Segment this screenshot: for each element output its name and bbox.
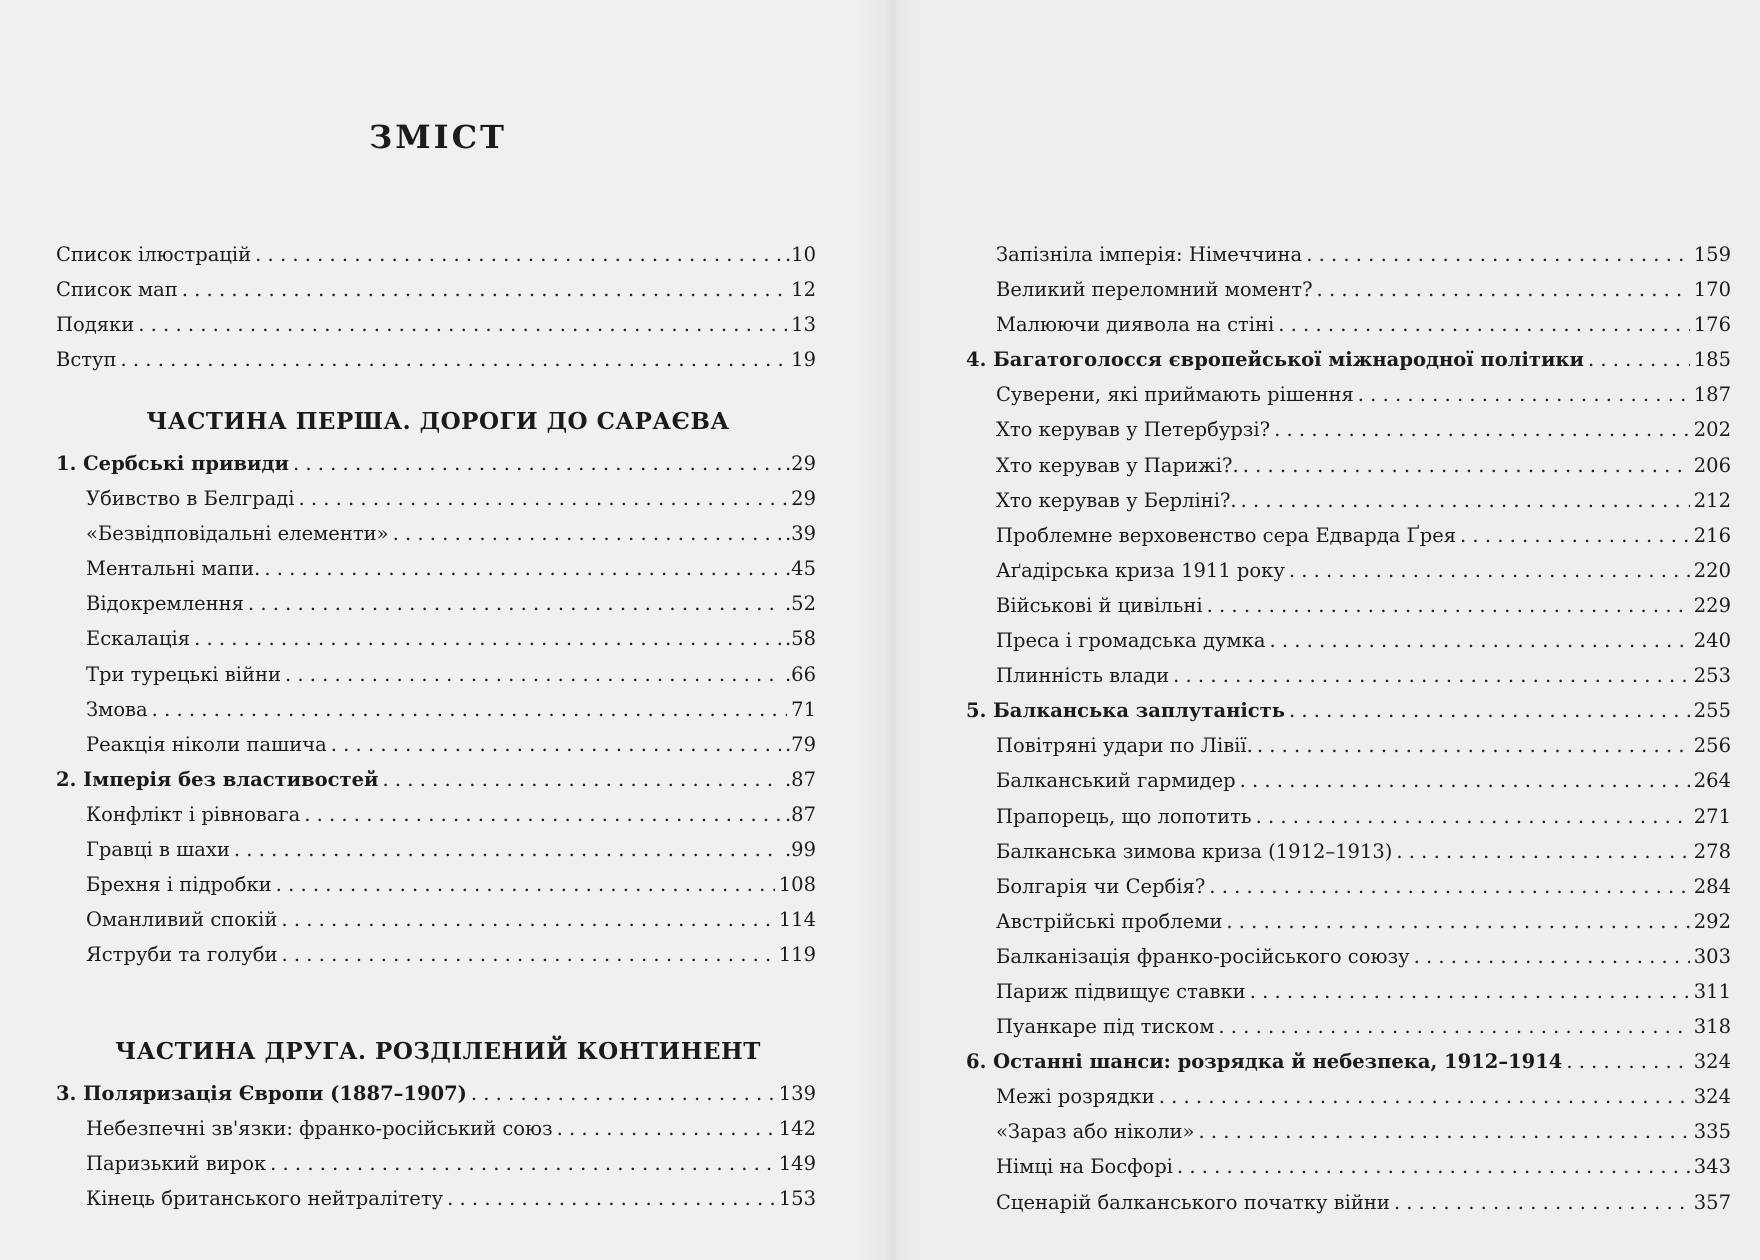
dot-leader <box>255 237 781 272</box>
toc-page-number: 240 <box>1693 629 1731 653</box>
toc-page-number: 229 <box>1693 593 1731 617</box>
toc-entry-label: Три турецькі війни <box>86 662 281 686</box>
part-one-title: ЧАСТИНА ПЕРША. ДОРОГИ ДО САРАЄВА <box>146 408 730 435</box>
toc-entry-label: Список ілюстрацій <box>56 243 252 266</box>
toc-entry[interactable] <box>56 692 816 727</box>
toc-entry[interactable] <box>966 658 1731 693</box>
toc-entry-label: Великий переломний момент? <box>996 278 1313 302</box>
toc-entry-label: Австрійські проблеми <box>996 909 1223 933</box>
toc-entry[interactable] <box>966 307 1731 342</box>
dot-leader <box>1240 763 1690 798</box>
toc-page-number: .99 <box>784 838 816 862</box>
toc-entry[interactable] <box>56 937 816 972</box>
toc-page-number: .52 <box>784 592 816 616</box>
part-two-list <box>56 1076 816 1216</box>
toc-entry-label: Реакція ніколи пашича <box>86 732 327 756</box>
toc-page-number: 114 <box>778 908 816 932</box>
toc-entry-label: Балканська зимова криза (1912–1913) <box>996 839 1393 863</box>
toc-page-number: 202 <box>1693 418 1731 442</box>
dot-leader <box>1207 588 1690 623</box>
toc-entry[interactable] <box>56 727 816 762</box>
toc-entry[interactable] <box>966 237 1731 272</box>
toc-entry[interactable] <box>966 974 1731 1009</box>
dot-leader <box>304 797 781 832</box>
toc-entry-label: Балканізація франко-російського союзу <box>996 944 1410 968</box>
toc-entry[interactable] <box>966 518 1731 553</box>
toc-page-number: .87 <box>784 767 816 791</box>
toc-entry[interactable] <box>966 728 1731 763</box>
dot-leader <box>1250 974 1690 1009</box>
toc-page-number: 278 <box>1693 839 1731 863</box>
dot-leader <box>1289 693 1690 728</box>
dot-leader <box>264 551 781 586</box>
toc-page-number: 284 <box>1693 874 1731 898</box>
toc-entry[interactable] <box>56 1111 816 1146</box>
front-matter-list <box>56 237 816 377</box>
dot-leader <box>1394 1185 1690 1220</box>
dot-leader <box>293 446 781 481</box>
toc-page-number: 185 <box>1693 348 1731 372</box>
toc-page-number: 206 <box>1693 453 1731 477</box>
toc-entry-label: Преса і громадська думка <box>996 629 1266 653</box>
toc-entry[interactable] <box>56 902 816 937</box>
dot-leader <box>1289 553 1690 588</box>
toc-entry-label: Яструби та голуби <box>86 943 278 967</box>
dot-leader <box>1243 448 1690 483</box>
dot-leader <box>393 516 781 551</box>
toc-entry-label: 3. Поляризація Європи (1887–1907) <box>56 1082 467 1105</box>
toc-entry-label: Аґадірська криза 1911 року <box>996 558 1285 582</box>
dot-leader <box>282 937 775 972</box>
dot-leader <box>557 1111 775 1146</box>
dot-leader <box>1414 939 1690 974</box>
toc-entry[interactable] <box>966 377 1731 412</box>
toc-entry[interactable] <box>56 1146 816 1181</box>
toc-page-number: .87 <box>784 802 816 826</box>
toc-chapter-entry[interactable] <box>56 762 816 797</box>
dot-leader <box>383 762 781 797</box>
toc-page-number: 170 <box>1693 278 1731 302</box>
toc-page-number: 311 <box>1693 979 1731 1003</box>
toc-chapter-entry[interactable] <box>966 1044 1731 1079</box>
toc-entry-label: Військові й цивільні <box>996 593 1203 617</box>
toc-entry-label: Межі розрядки <box>996 1085 1155 1109</box>
toc-page-number: 255 <box>1693 699 1731 723</box>
toc-entry-label: Хто керував у Петербурзі? <box>996 418 1271 442</box>
toc-entry[interactable] <box>966 834 1731 869</box>
toc-page-number: 271 <box>1693 804 1731 828</box>
dot-leader <box>121 342 788 377</box>
toc-page-number: 108 <box>778 873 816 897</box>
toc-entry-label: Змова <box>86 697 148 721</box>
right-page-list <box>966 237 1731 1220</box>
toc-entry-label: Подяки <box>56 313 135 337</box>
toc-page-number: 187 <box>1693 383 1731 407</box>
toc-entry-label: Небезпечні зв'язки: франко-російський союз <box>86 1117 553 1141</box>
dot-leader <box>182 272 787 307</box>
toc-entry[interactable] <box>966 799 1731 834</box>
toc-entry[interactable] <box>56 657 816 692</box>
toc-page-number: 142 <box>778 1117 816 1141</box>
toc-page-number: 13 <box>791 313 816 337</box>
toc-entry-label: Проблемне верховенство сера Едварда Ґрея <box>996 523 1457 547</box>
dot-leader <box>1226 904 1689 939</box>
toc-page-number: 12 <box>791 278 816 302</box>
toc-entry-label: 6. Останні шанси: розрядка й небезпека, 1912–1914 <box>966 1050 1563 1074</box>
toc-page-number: 318 <box>1693 1015 1731 1039</box>
dot-leader <box>285 657 781 692</box>
toc-entry-label: Паризький вирок <box>86 1152 267 1176</box>
toc-entry[interactable] <box>966 1009 1731 1044</box>
toc-page-number: 343 <box>1693 1155 1731 1179</box>
toc-page-number: 149 <box>778 1152 816 1176</box>
dot-leader <box>1566 1044 1689 1079</box>
toc-page-number: .39 <box>784 522 816 546</box>
toc-page-number: 292 <box>1693 909 1731 933</box>
toc-entry[interactable] <box>56 237 816 272</box>
toc-entry-label: Париж підвищує ставки <box>996 979 1246 1003</box>
toc-entry[interactable] <box>966 1149 1731 1184</box>
toc-entry-label: Гравці в шахи <box>86 838 230 862</box>
toc-page-number: 29 <box>791 487 816 511</box>
toc-entry-label: Плинність влади <box>996 664 1170 688</box>
dot-leader <box>1460 518 1690 553</box>
toc-entry[interactable] <box>966 939 1731 974</box>
dot-leader <box>331 727 781 762</box>
dot-leader <box>234 832 781 867</box>
toc-entry[interactable] <box>56 516 816 551</box>
toc-entry[interactable] <box>966 904 1731 939</box>
toc-entry[interactable] <box>966 1114 1731 1149</box>
dot-leader <box>1173 658 1690 693</box>
toc-page-number: .10 <box>784 243 816 266</box>
toc-chapter-entry[interactable] <box>966 693 1731 728</box>
toc-page-number: 335 <box>1693 1120 1731 1144</box>
toc-entry-label: Список мап <box>56 278 178 302</box>
dot-leader <box>1209 869 1689 904</box>
toc-entry[interactable] <box>966 272 1731 307</box>
toc-entry[interactable] <box>56 342 816 377</box>
toc-entry[interactable] <box>966 1185 1731 1220</box>
toc-entry[interactable] <box>966 588 1731 623</box>
toc-entry-label: Вступ <box>56 348 117 372</box>
dot-leader <box>1278 307 1690 342</box>
toc-entry[interactable] <box>56 797 816 832</box>
dot-leader <box>1257 728 1690 763</box>
toc-entry-label: Ескалація <box>86 627 191 651</box>
contents-title: ЗМІСТ <box>369 118 507 156</box>
toc-page-number: .58 <box>784 627 816 651</box>
dot-leader <box>1256 799 1690 834</box>
dot-leader <box>1588 342 1690 377</box>
toc-entry-label: Повітряні удари по Лівії. <box>996 734 1253 758</box>
toc-page-number: 176 <box>1693 313 1731 337</box>
toc-entry[interactable] <box>966 869 1731 904</box>
toc-entry[interactable] <box>966 448 1731 483</box>
toc-entry-label: Суверени, які приймають рішення <box>996 383 1354 407</box>
dot-leader <box>1218 1009 1689 1044</box>
dot-leader <box>248 586 781 621</box>
toc-entry-label: 5. Балканська заплутаність <box>966 699 1285 723</box>
toc-page-number: 71 <box>791 697 816 721</box>
dot-leader <box>1198 1114 1689 1149</box>
toc-entry[interactable] <box>56 1181 816 1216</box>
dot-leader <box>1317 272 1690 307</box>
toc-entry[interactable] <box>966 623 1731 658</box>
toc-page-number: 357 <box>1693 1190 1731 1214</box>
toc-entry-label: Хто керував у Парижі?. <box>996 453 1239 477</box>
dot-leader <box>1358 377 1690 412</box>
dot-leader <box>138 307 787 342</box>
toc-entry-label: Запізніла імперія: Німеччина <box>996 243 1303 266</box>
toc-entry[interactable] <box>966 1079 1731 1114</box>
toc-entry-label: Балканський гармидер <box>996 769 1236 793</box>
toc-entry[interactable] <box>56 481 816 516</box>
part-two-title: ЧАСТИНА ДРУГА. РОЗДІЛЕНИЙ КОНТИНЕНТ <box>115 1038 761 1065</box>
toc-entry-label: Сценарій балканського початку війни <box>996 1190 1390 1214</box>
dot-leader <box>276 867 775 902</box>
toc-chapter-entry[interactable] <box>56 446 816 481</box>
toc-entry-label: «Безвідповідальні елементи» <box>86 522 389 546</box>
toc-entry[interactable] <box>56 551 816 586</box>
toc-entry-label: 2. Імперія без властивостей <box>56 767 379 791</box>
toc-page-number: .29 <box>784 452 816 475</box>
toc-entry[interactable] <box>56 832 816 867</box>
toc-entry-label: Брехня і підробки <box>86 873 272 897</box>
dot-leader <box>1269 623 1689 658</box>
toc-entry-label: 4. Багатоголосся європейської міжнародної політики <box>966 348 1584 372</box>
toc-entry[interactable] <box>966 412 1731 447</box>
toc-entry-label: Німці на Босфорі <box>996 1155 1173 1179</box>
toc-entry-label: Убивство в Белграді <box>86 487 295 511</box>
toc-entry[interactable] <box>56 272 816 307</box>
toc-page-number: .79 <box>784 732 816 756</box>
toc-entry-label: Ментальні мапи. <box>86 557 261 581</box>
toc-page-number: 139 <box>778 1082 816 1105</box>
dot-leader <box>194 621 781 656</box>
toc-entry-label: Оманливий спокій <box>86 908 278 932</box>
dot-leader <box>1159 1079 1690 1114</box>
toc-page-number: 324 <box>1693 1050 1731 1074</box>
toc-page-number: 256 <box>1693 734 1731 758</box>
dot-leader <box>1274 412 1690 447</box>
book-gutter <box>858 0 928 1260</box>
toc-entry[interactable] <box>56 586 816 621</box>
toc-entry[interactable] <box>56 307 816 342</box>
toc-page-number: .45 <box>784 557 816 581</box>
toc-entry-label: Прапорець, що лопотить <box>996 804 1252 828</box>
toc-page-number: 216 <box>1693 523 1731 547</box>
toc-entry-label: Конфлікт і рівновага <box>86 802 301 826</box>
toc-entry-label: Пуанкаре під тиском <box>996 1015 1215 1039</box>
dot-leader <box>447 1181 775 1216</box>
toc-entry[interactable] <box>56 867 816 902</box>
toc-entry-label: Кінець британського нейтралітету <box>86 1187 444 1211</box>
toc-entry-label: Відокремлення <box>86 592 244 616</box>
part-one-list <box>56 446 816 972</box>
toc-page-number: 220 <box>1693 558 1731 582</box>
toc-page-number: 153 <box>778 1187 816 1211</box>
dot-leader <box>298 481 787 516</box>
toc-entry-label: 1. Сербські привиди <box>56 452 289 475</box>
toc-chapter-entry[interactable] <box>56 1076 816 1111</box>
dot-leader <box>281 902 774 937</box>
dot-leader <box>1306 237 1690 272</box>
toc-page-number: 212 <box>1693 488 1731 512</box>
dot-leader <box>1396 834 1689 869</box>
dot-leader <box>1241 483 1690 518</box>
toc-page-number: 159 <box>1693 243 1731 266</box>
toc-entry[interactable] <box>966 763 1731 798</box>
dot-leader <box>1177 1149 1690 1184</box>
dot-leader <box>270 1146 775 1181</box>
toc-page-number: 253 <box>1693 664 1731 688</box>
toc-page-number: 264 <box>1693 769 1731 793</box>
toc-entry-label: Малюючи диявола на стіні <box>996 313 1275 337</box>
toc-page-number: .66 <box>784 662 816 686</box>
dot-leader <box>152 692 788 727</box>
toc-entry-label: Болгарія чи Сербія? <box>996 874 1206 898</box>
toc-page-number: 19 <box>791 348 816 372</box>
dot-leader <box>471 1076 775 1111</box>
toc-entry[interactable] <box>56 621 816 656</box>
toc-page-number: 119 <box>778 943 816 967</box>
toc-entry-label: Хто керував у Берліні?. <box>996 488 1237 512</box>
toc-entry[interactable] <box>966 553 1731 588</box>
toc-entry[interactable] <box>966 483 1731 518</box>
toc-page-number: 324 <box>1693 1085 1731 1109</box>
toc-page-number: 303 <box>1693 944 1731 968</box>
toc-chapter-entry[interactable] <box>966 342 1731 377</box>
toc-entry-label: «Зараз або ніколи» <box>996 1120 1195 1144</box>
